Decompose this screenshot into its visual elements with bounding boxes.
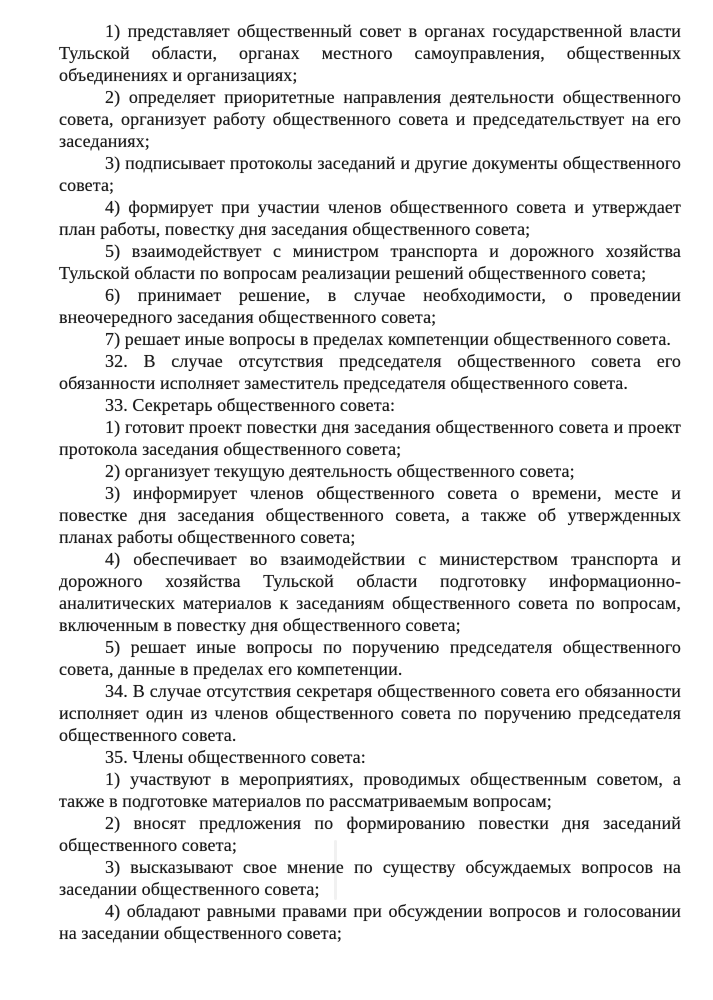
paragraph-item-3: 3) подписывает протоколы заседаний и другие документы общественного совета;: [59, 153, 681, 195]
paragraph-item-4: 4) формирует при участии членов общественного совета и утверждает план работы, повестку дня заседания общественного совета;: [59, 197, 681, 239]
paragraph-section-32: 32. В случае отсутствия председателя общественного совета его обязанности исполняет заместитель председателя общественного совета.: [59, 351, 681, 393]
paragraph-item-1: 1) представляет общественный совет в органах государственной власти Тульской области, органах местного самоуправления, общественных объединениях и организациях;: [59, 21, 681, 85]
paragraph-35-item-1: 1) участвуют в мероприятиях, проводимых общественным советом, а также в подготовке материалов по рассматриваемым вопросам;: [59, 769, 681, 811]
paragraph-33-item-5: 5) решает иные вопросы по поручению председателя общественного совета, данные в пределах его компетенции.: [59, 637, 681, 679]
paragraph-section-34: 34. В случае отсутствия секретаря общественного совета его обязанности исполняет один из членов общественного совета по поручению председателя общественного совета.: [59, 681, 681, 745]
paragraph-item-7: 7) решает иные вопросы в пределах компетенции общественного совета.: [105, 329, 672, 349]
paragraph-33-item-4: 4) обеспечивает во взаимодействии с министерством транспорта и дорожного хозяйства Тульской области подготовку информационно-аналитических материалов к заседаниям общественного совета по вопросам, включенным в повестку дня общественного совета;: [59, 549, 681, 635]
paragraph-33-item-1: 1) готовит проект повестки дня заседания общественного совета и проект протокола заседания общественного совета;: [59, 417, 681, 459]
paragraph-33-item-3: 3) информирует членов общественного совета о времени, месте и повестке дня заседания общественного совета, а также об утвержденных планах работы общественного совета;: [59, 483, 681, 547]
paragraph-item-2: 2) определяет приоритетные направления деятельности общественного совета, организует работу общественного совета и председательствует на его заседаниях;: [59, 87, 681, 151]
paragraph-35-item-4: 4) обладают равными правами при обсуждении вопросов и голосовании на заседании общественного совета;: [59, 901, 681, 943]
paragraph-35-item-2: 2) вносят предложения по формированию повестки дня заседаний общественного совета;: [59, 813, 681, 855]
paragraph-item-6: 6) принимает решение, в случае необходимости, о проведении внеочередного заседания общественного совета;: [59, 285, 681, 327]
paragraph-item-5: 5) взаимодействует с министром транспорта и дорожного хозяйства Тульской области по вопросам реализации решений общественного совета;: [59, 241, 681, 283]
paragraph-35-item-3: 3) высказывают свое мнение по существу обсуждаемых вопросов на заседании общественного совета;: [59, 857, 681, 899]
paragraph-section-33: 33. Секретарь общественного совета:: [105, 395, 396, 415]
document-text-block: [59, 20, 681, 944]
paragraph-section-35: 35. Члены общественного совета:: [105, 747, 366, 767]
paragraph-33-item-2: 2) организует текущую деятельность общественного совета;: [105, 461, 575, 481]
